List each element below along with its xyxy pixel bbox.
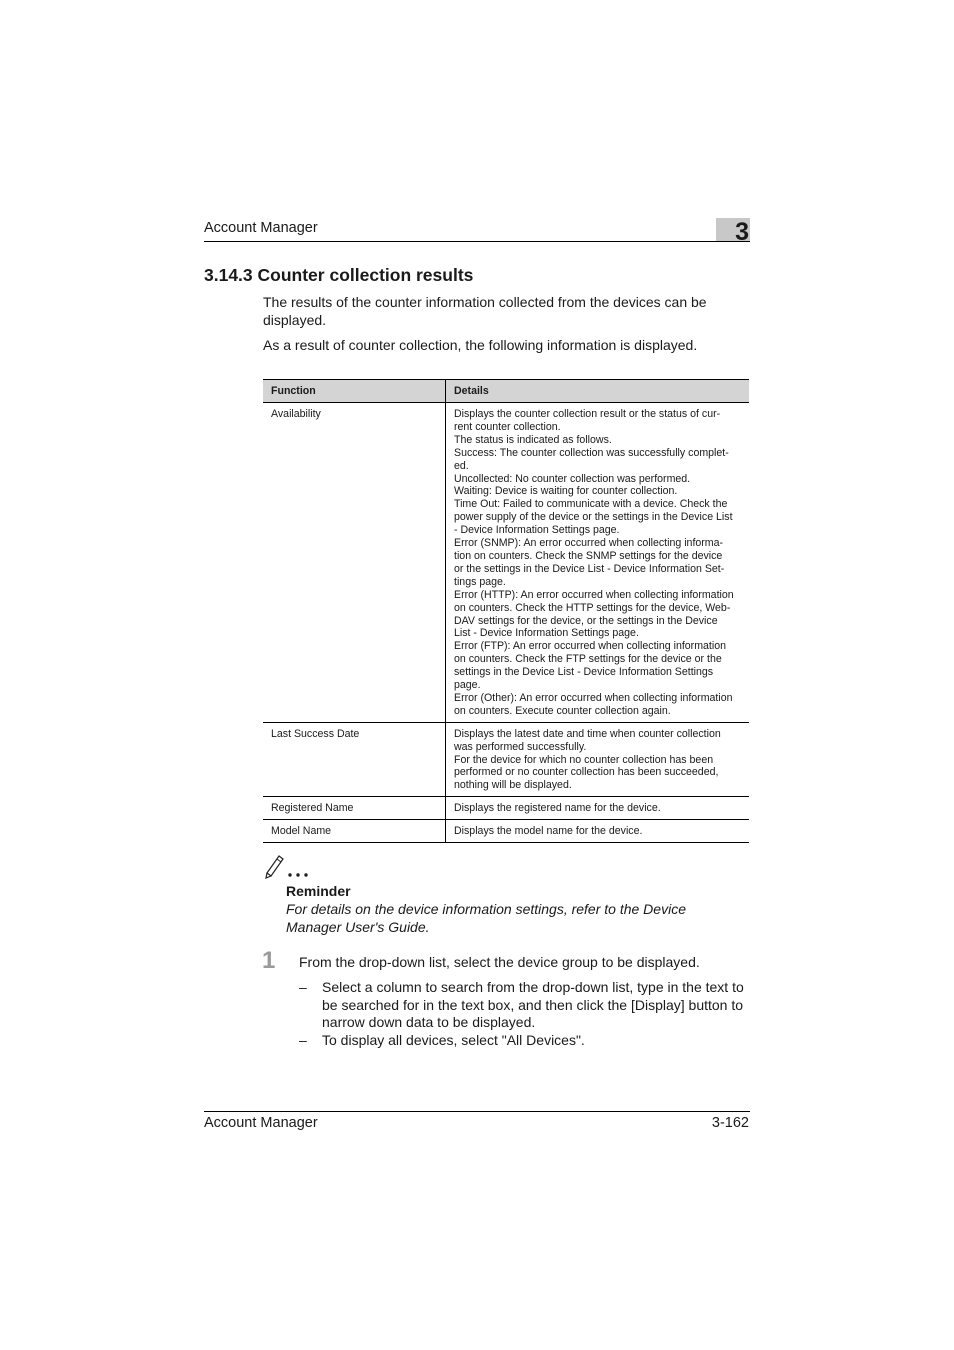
detail-line: Error (SNMP): An error occurred when collecting informa-	[454, 537, 724, 550]
column-header-function: Function	[263, 380, 446, 403]
detail-line: The status is indicated as follows.	[454, 433, 612, 446]
detail-line: Uncollected: No counter collection was performed.	[454, 472, 691, 485]
bullet-text: To display all devices, select "All Devices".	[322, 1032, 585, 1048]
details-cell	[446, 722, 750, 797]
detail-line: Waiting: Device is waiting for counter collection.	[454, 485, 678, 498]
detail-line: Displays the latest date and time when counter collection	[454, 727, 721, 740]
detail-line: List - Device Information Settings page.	[454, 627, 639, 640]
intro-paragraph: The results of the counter information collected from the devices can be displayed.	[263, 294, 707, 328]
column-header-details: Details	[446, 380, 750, 403]
function-cell: Last Success Date	[263, 722, 446, 797]
table-row	[263, 797, 749, 820]
detail-line: Displays the registered name for the device.	[454, 802, 661, 815]
reminder-title: Reminder	[286, 883, 351, 899]
detail-line: was performed successfully.	[454, 740, 587, 753]
detail-line: - Device Information Settings page.	[454, 524, 620, 537]
detail-line: nothing will be displayed.	[454, 779, 572, 792]
section-title: 3.14.3 Counter collection results	[204, 265, 474, 285]
table-row	[263, 722, 749, 797]
bullet-dash: –	[299, 979, 307, 995]
detail-line: settings in the Device List - Device Information Settings	[454, 666, 714, 679]
detail-line: Displays the counter collection result or the status of cur-	[454, 408, 721, 420]
detail-line: on counters. Check the FTP settings for the device or the	[454, 653, 722, 666]
detail-line: page.	[454, 679, 481, 692]
detail-line: Displays the model name for the device.	[454, 825, 643, 838]
header-divider	[204, 241, 750, 242]
detail-line: tion on counters. Check the SNMP settings for the device	[454, 549, 723, 562]
page-number: 3-162	[711, 1115, 749, 1131]
table-row	[263, 403, 749, 723]
step-text: From the drop-down list, select the device group to be displayed.	[299, 954, 700, 970]
detail-line: Error (Other): An error occurred when collecting information	[454, 691, 733, 704]
detail-line: For the device for which no counter collection has been	[454, 753, 714, 766]
bullet-text: Select a column to search from the drop-down list, type in the text to be searched for in the text box, and then click the [Display] button to narrow down data to be displayed.	[322, 979, 744, 1030]
bullet-dash: –	[299, 1032, 307, 1048]
function-cell: Model Name	[263, 820, 446, 843]
reminder-text: For details on the device information settings, refer to the Device Manager User's Guide.	[286, 901, 686, 935]
detail-line: or the settings in the Device List - Device Information Set-	[454, 562, 725, 575]
counter-info-table	[263, 379, 749, 843]
pencil-icon	[264, 853, 310, 879]
header-title: Account Manager	[204, 220, 318, 236]
details-cell	[446, 797, 750, 820]
details-cell	[446, 820, 750, 843]
detail-line: tings page.	[454, 575, 506, 588]
info-paragraph: As a result of counter collection, the following information is displayed.	[263, 337, 698, 353]
detail-line: DAV settings for the device, or the settings in the Device	[454, 614, 718, 627]
detail-line: on counters. Check the HTTP settings for the device, Web-	[454, 601, 731, 614]
detail-line: Success: The counter collection was successfully complet-	[454, 446, 729, 459]
chapter-number: 3	[735, 218, 749, 246]
detail-line: Error (FTP): An error occurred when collecting information	[454, 640, 727, 653]
function-cell: Availability	[263, 403, 446, 723]
detail-line: power supply of the device or the settings in the Device List	[454, 511, 733, 524]
footer-divider	[204, 1111, 750, 1112]
detail-line: Time Out: Failed to communicate with a device. Check the	[454, 498, 728, 511]
table-row	[263, 820, 749, 843]
details-cell	[446, 403, 750, 723]
step-number: 1	[262, 947, 276, 974]
detail-line: ed.	[454, 459, 469, 472]
detail-line: performed or no counter collection has been succeeded,	[454, 766, 719, 779]
detail-line: on counters. Execute counter collection again.	[454, 704, 671, 717]
function-cell: Registered Name	[263, 797, 446, 820]
detail-line: Error (HTTP): An error occurred when collecting information	[454, 588, 734, 601]
table-body	[263, 403, 749, 843]
detail-line: rent counter collection.	[454, 420, 561, 433]
table-header-row	[263, 380, 749, 403]
footer-title: Account Manager	[204, 1115, 318, 1131]
chapter-badge	[716, 218, 750, 246]
